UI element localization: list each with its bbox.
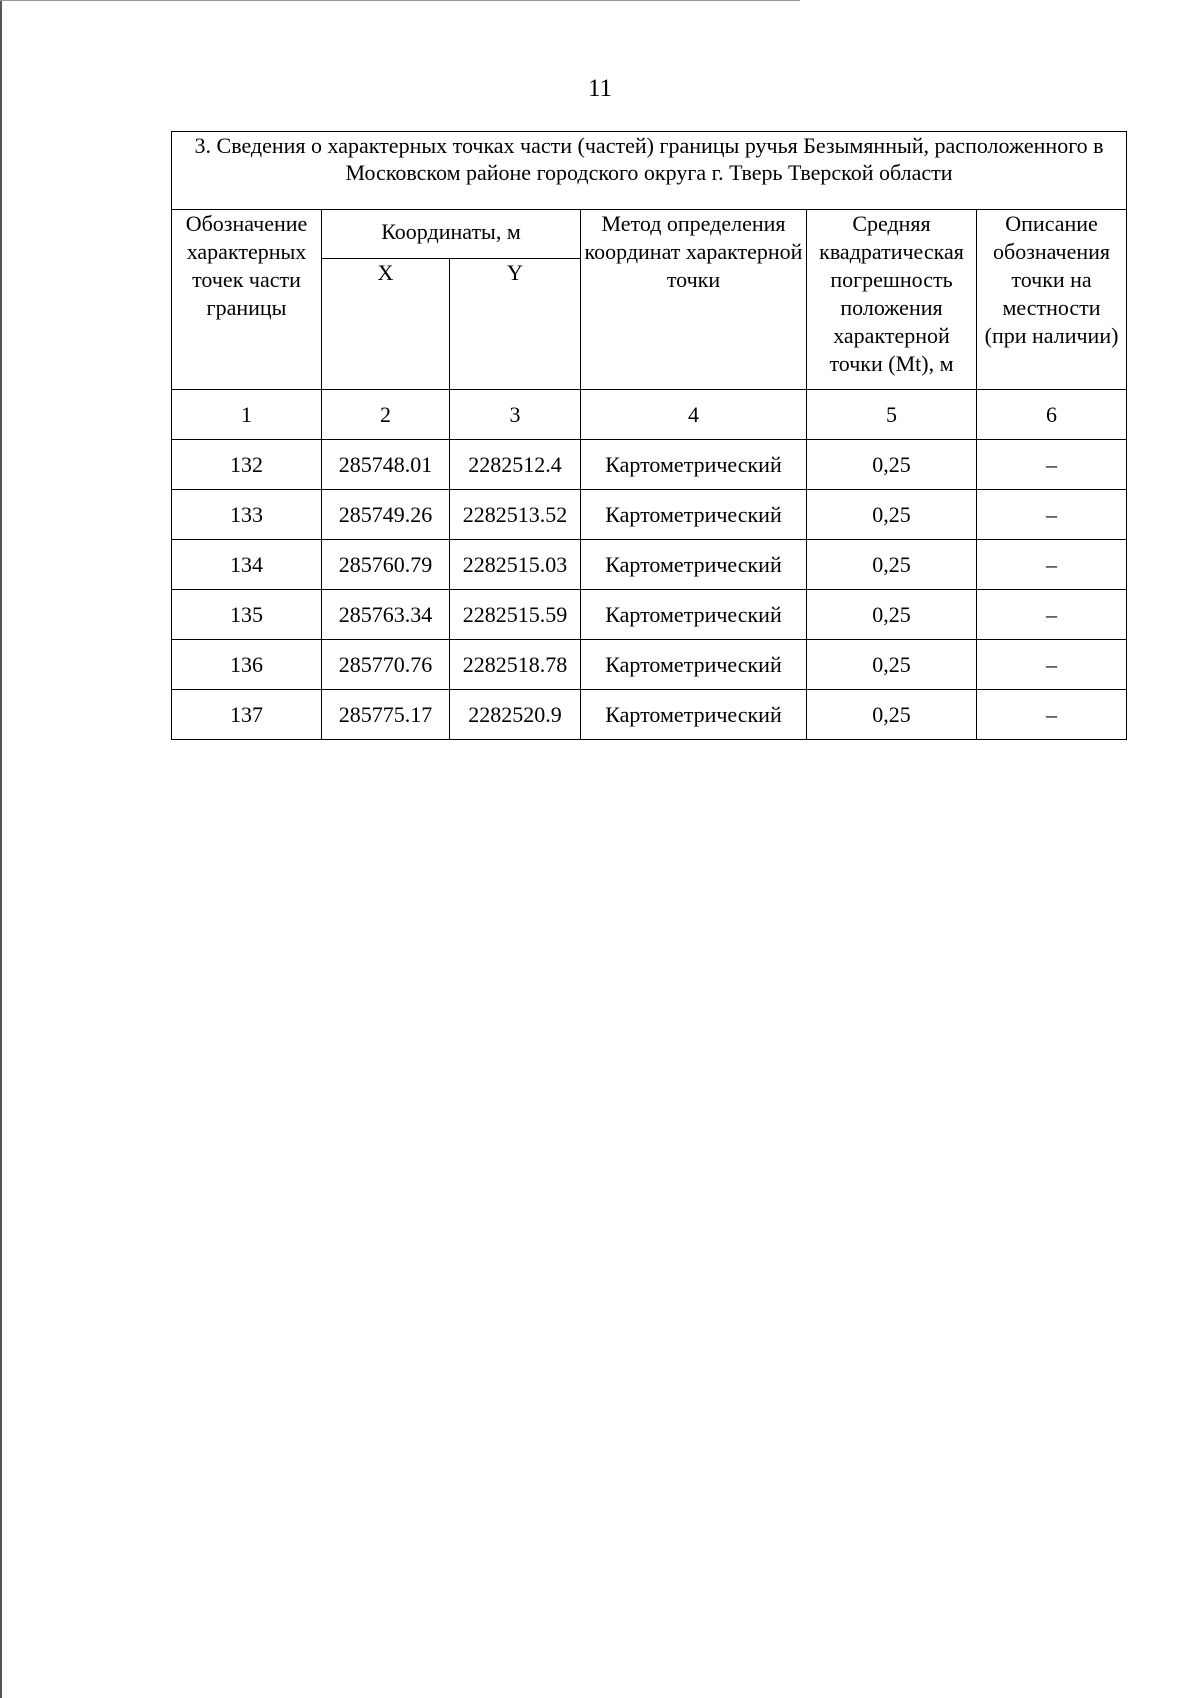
- y-coordinate-cell: 2282515.03: [450, 540, 581, 590]
- table-row: [172, 440, 1127, 490]
- table-row: [172, 590, 1127, 640]
- scan-edge-left: [0, 0, 2, 1698]
- header-error: Средняя квадратическая погрешность положения характерной точки (Mt), м: [807, 210, 977, 390]
- x-coordinate-cell: 285770.76: [322, 640, 450, 690]
- point-id-cell: 136: [172, 640, 322, 690]
- point-id-cell: 134: [172, 540, 322, 590]
- table-caption: 3. Сведения о характерных точках части (частей) границы ручья Безымянный, расположенного в Московском районе городского округа г. Тверь Тверской области: [172, 132, 1127, 210]
- column-number-row: [172, 390, 1127, 440]
- header-point-designation: Обозначение характерных точек части границы: [172, 210, 322, 390]
- description-cell: –: [977, 590, 1127, 640]
- method-cell: Картометрический: [581, 590, 807, 640]
- error-cell: 0,25: [807, 590, 977, 640]
- description-cell: –: [977, 490, 1127, 540]
- method-cell: Картометрический: [581, 540, 807, 590]
- table-row: [172, 490, 1127, 540]
- header-y: Y: [450, 259, 581, 390]
- x-coordinate-cell: 285760.79: [322, 540, 450, 590]
- description-cell: –: [977, 690, 1127, 740]
- header-description: Описание обозначения точки на местности (при наличии): [977, 210, 1127, 390]
- point-id-cell: 135: [172, 590, 322, 640]
- header-coordinates: Координаты, м: [322, 210, 581, 259]
- header-x: X: [322, 259, 450, 390]
- y-coordinate-cell: 2282513.52: [450, 490, 581, 540]
- header-method: Метод определения координат характерной точки: [581, 210, 807, 390]
- error-cell: 0,25: [807, 690, 977, 740]
- column-number: 4: [581, 390, 807, 440]
- page-number: 11: [587, 75, 613, 102]
- error-cell: 0,25: [807, 490, 977, 540]
- point-id-cell: 132: [172, 440, 322, 490]
- column-number: 3: [450, 390, 581, 440]
- x-coordinate-cell: 285775.17: [322, 690, 450, 740]
- point-id-cell: 137: [172, 690, 322, 740]
- y-coordinate-cell: 2282518.78: [450, 640, 581, 690]
- method-cell: Картометрический: [581, 640, 807, 690]
- error-cell: 0,25: [807, 440, 977, 490]
- description-cell: –: [977, 440, 1127, 490]
- boundary-points-table: [171, 131, 1127, 740]
- column-number: 5: [807, 390, 977, 440]
- scan-edge-top: [0, 0, 800, 1]
- description-cell: –: [977, 540, 1127, 590]
- y-coordinate-cell: 2282520.9: [450, 690, 581, 740]
- table-row: [172, 690, 1127, 740]
- point-id-cell: 133: [172, 490, 322, 540]
- description-cell: –: [977, 640, 1127, 690]
- column-number: 6: [977, 390, 1127, 440]
- method-cell: Картометрический: [581, 690, 807, 740]
- table-row: [172, 640, 1127, 690]
- method-cell: Картометрический: [581, 440, 807, 490]
- x-coordinate-cell: 285748.01: [322, 440, 450, 490]
- x-coordinate-cell: 285763.34: [322, 590, 450, 640]
- error-cell: 0,25: [807, 640, 977, 690]
- y-coordinate-cell: 2282515.59: [450, 590, 581, 640]
- column-number: 2: [322, 390, 450, 440]
- error-cell: 0,25: [807, 540, 977, 590]
- x-coordinate-cell: 285749.26: [322, 490, 450, 540]
- y-coordinate-cell: 2282512.4: [450, 440, 581, 490]
- method-cell: Картометрический: [581, 490, 807, 540]
- table-row: [172, 540, 1127, 590]
- column-number: 1: [172, 390, 322, 440]
